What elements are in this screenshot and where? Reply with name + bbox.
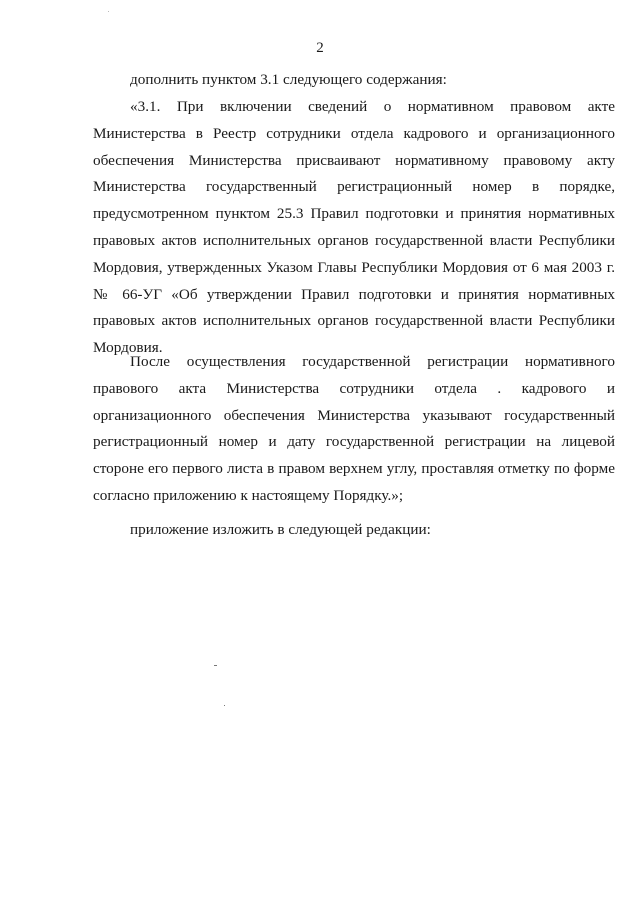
paragraph-appendix-intro — [93, 517, 615, 544]
paragraph-amend-intro — [93, 67, 615, 94]
paragraph-text: «3.1. При включении сведений о нормативном правовом акте Министерства в Реестр сотрудники отдела кадрового и организационного обеспечения Министерства присваивают нормативному правовому акту Министерства государственный регистрационный номер в порядке, предусмотренном пунктом 25.3 Правил подготовки и принятия нормативных правовых актов исполнительных органов государственной власти Республики Мордовия, утвержденных Указом Главы Республики Мордовия от 6 мая 2003 г. № 66-УГ «Об утверждении Правил подготовки и принятия нормативных правовых актов исполнительных органов государственной власти Республики Мордовия. — [93, 98, 615, 357]
scan-speck — [224, 705, 225, 706]
paragraph-registration — [93, 349, 615, 510]
scan-speck — [108, 11, 109, 12]
paragraph-text: приложение изложить в следующей редакции: — [130, 521, 431, 538]
page-number: 2 — [316, 40, 324, 56]
paragraph-text: дополнить пунктом 3.1 следующего содержания: — [130, 71, 447, 88]
paragraph-section-3-1 — [93, 94, 615, 362]
paragraph-text: После осуществления государственной регистрации нормативного правового акта Министерства сотрудники отдела . кадрового и организационного обеспечения Министерства указывают государственный регистрационный номер и дату государственной регистрации на лицевой стороне его первого листа в правом верхнем углу, проставляя отметку по форме согласно приложению к настоящему Порядку.»; — [93, 353, 615, 504]
scan-speck — [214, 665, 217, 666]
